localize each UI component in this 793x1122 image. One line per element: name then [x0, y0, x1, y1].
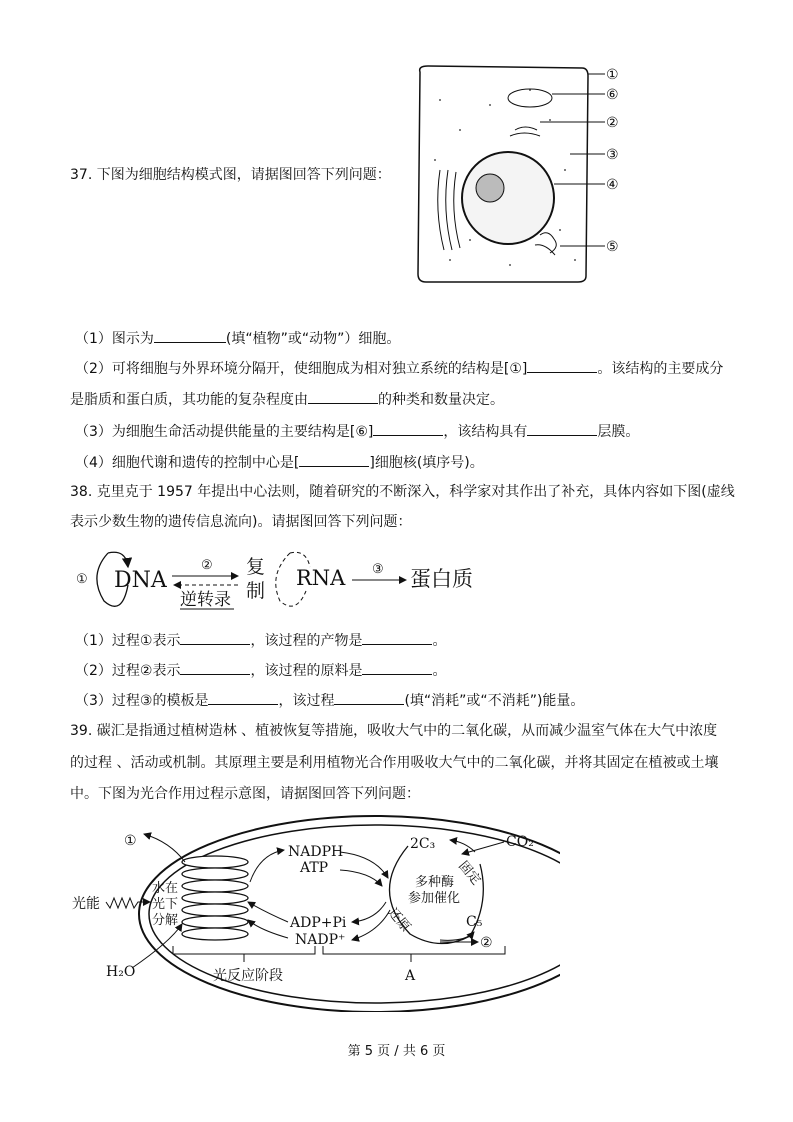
q38-stem1: 38. 克里克于 1957 年提出中心法则，随着研究的不断深入，科学家对其作出了补充，具体内容如下图(虚线	[70, 484, 735, 500]
svg-text:ATP: ATP	[300, 860, 329, 876]
svg-text:③: ③	[372, 562, 384, 577]
svg-text:固定: 固定	[455, 858, 484, 889]
svg-text:C₅: C₅	[466, 914, 483, 930]
svg-text:⑥: ⑥	[606, 87, 619, 103]
svg-text:逆转录: 逆转录	[180, 590, 231, 610]
svg-text:NADPH: NADPH	[288, 844, 344, 860]
q37-stem: 37. 下图为细胞结构模式图，请据图回答下列问题：	[70, 167, 391, 183]
q39-stem2: 的过程 、活动或机制。其原理主要是利用植物光合作用吸收大气中的二氧化碳，并将其固定在植被或土壤	[70, 755, 719, 771]
svg-text:还原: 还原	[384, 905, 413, 935]
cell-diagram	[410, 60, 630, 290]
answer-blank[interactable]	[373, 421, 443, 436]
q38-stem2: 表示少数生物的遗传信息流向)。请据图回答下列问题：	[70, 514, 412, 530]
answer-blank[interactable]	[308, 389, 378, 404]
svg-text:②: ②	[480, 935, 493, 951]
svg-text:光能: 光能	[72, 896, 100, 912]
svg-text:⑤: ⑤	[606, 239, 619, 255]
svg-text:①: ①	[124, 833, 137, 849]
svg-text:DNA: DNA	[114, 568, 167, 593]
answer-blank[interactable]	[180, 630, 250, 645]
q37-p2-cont: 是脂质和蛋白质，其功能的复杂程度由 的种类和数量决定。	[70, 389, 504, 410]
svg-text:①: ①	[606, 67, 619, 83]
q38-p2: （2）过程②表示 ，该过程的原料是 。	[75, 660, 446, 681]
svg-text:参加催化: 参加催化	[408, 891, 461, 906]
page-footer: 第 5 页 / 共 6 页	[347, 1044, 446, 1059]
central-dogma-diagram	[70, 545, 490, 615]
answer-blank[interactable]	[180, 660, 250, 675]
nucleus	[462, 152, 554, 244]
svg-text:②: ②	[201, 558, 213, 573]
svg-text:2C₃: 2C₃	[410, 836, 436, 852]
answer-blank[interactable]	[299, 452, 369, 467]
q37-p1: （1）图示为 (填“植物”或“动物”）细胞。	[75, 328, 400, 349]
svg-text:①: ①	[76, 572, 88, 587]
svg-text:光下: 光下	[152, 897, 179, 912]
answer-blank[interactable]	[154, 328, 226, 343]
svg-text:③: ③	[606, 147, 619, 163]
q37-p3: （3）为细胞生命活动提供能量的主要结构是[⑥] ，该结构具有 层膜。	[75, 421, 639, 442]
q37-p4: （4）细胞代谢和遗传的控制中心是[ ]细胞核(填序号)。	[75, 452, 484, 473]
svg-text:多种酶: 多种酶	[415, 875, 455, 890]
svg-text:ADP+Pi: ADP+Pi	[290, 915, 347, 931]
svg-text:制: 制	[246, 580, 266, 602]
photosynthesis-diagram	[70, 812, 560, 1012]
q37-p2: （2）可将细胞与外界环境分隔开，使细胞成为相对独立系统的结构是[①] 。该结构的主要成分	[75, 358, 723, 379]
svg-text:光反应阶段: 光反应阶段	[213, 968, 283, 984]
answer-blank[interactable]	[208, 690, 278, 705]
q39-stem1: 39. 碳汇是指通过植树造林 、植被恢复等措施，吸收大气中的二氧化碳，从而减少温室气体在大气中浓度	[70, 723, 718, 739]
svg-text:H₂O: H₂O	[106, 964, 136, 980]
svg-text:蛋白质: 蛋白质	[410, 567, 473, 591]
answer-blank[interactable]	[362, 660, 432, 675]
thylakoid-stack	[182, 856, 248, 940]
answer-blank[interactable]	[527, 421, 597, 436]
q38-p1: （1）过程①表示 ，该过程的产物是 。	[75, 630, 446, 651]
svg-text:CO₂: CO₂	[506, 834, 534, 850]
svg-text:NADP⁺: NADP⁺	[295, 932, 346, 948]
svg-text:RNA: RNA	[296, 566, 346, 590]
svg-text:分解: 分解	[152, 913, 179, 928]
svg-text:水在: 水在	[152, 881, 179, 896]
answer-blank[interactable]	[334, 690, 404, 705]
q38-p3: （3）过程③的模板是 ，该过程 (填“消耗”或“不消耗”)能量。	[75, 690, 584, 711]
svg-text:A: A	[405, 968, 416, 984]
svg-text:④: ④	[606, 177, 619, 193]
svg-text:复: 复	[246, 556, 266, 578]
answer-blank[interactable]	[362, 630, 432, 645]
svg-text:②: ②	[606, 115, 619, 131]
answer-blank[interactable]	[527, 358, 597, 373]
q39-stem3: 中。下图为光合作用过程示意图，请据图回答下列问题：	[70, 786, 420, 802]
